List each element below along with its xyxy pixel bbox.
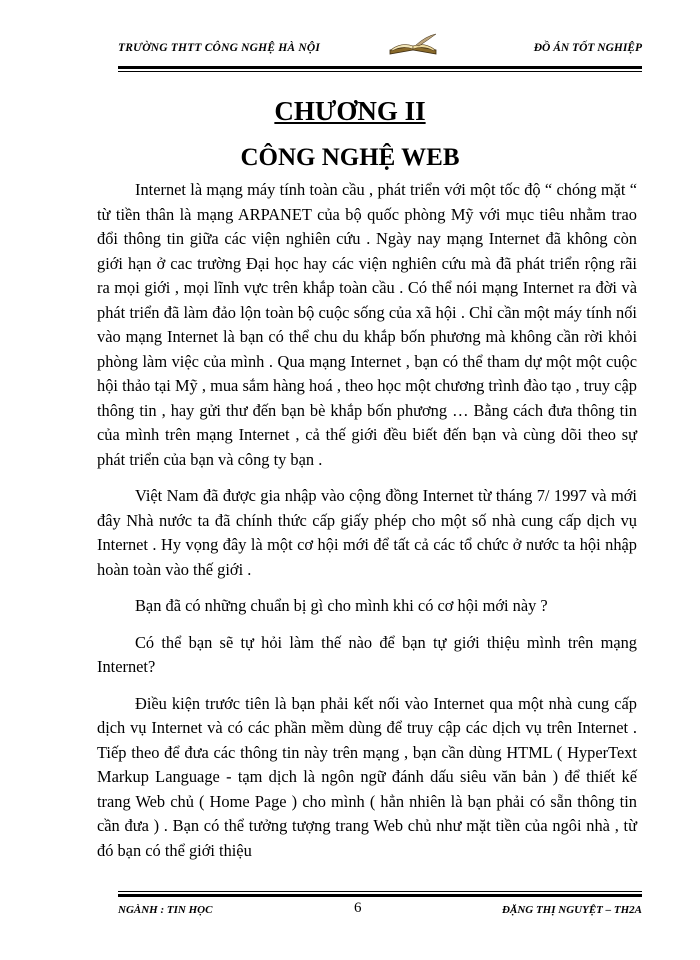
page-footer — [118, 898, 642, 922]
footer-author: ĐẶNG THỊ NGUYỆT – TH2A — [502, 904, 642, 916]
paragraph-1: Internet là mạng máy tính toàn cầu , phát triển với một tốc độ “ chóng mặt “ từ tiền thân là mạng ARPANET của bộ quốc phòng Mỹ với mục tiêu nhằm trao đổi thông tin giữa các viện nghiên cứu . Ngày nay mạng Internet đã không còn giới hạn ở cac trường Đại học hay các viện nghiên cứu mà đã phát triển rộng rãi ra mọi giới , mọi lĩnh vực trên khắp toàn cầu . Có thể nói mạng Internet ra đời và phát triển đã làm đảo lộn toàn bộ cuộc sống của xã hội . Chỉ cần một máy tính nối vào mạng Internet là bạn có thể chu du khắp bốn phương mà không cần rời khỏi phòng làm việc của mình . Qua mạng Internet , bạn có thể tham dự một một cuộc hội thảo tại Mỹ , mua sắm hàng hoá , theo học một chương trình đào tạo , truy cập thông tin , hay gửi thư đến bạn bè khắp bốn phương … Bằng cách đưa thông tin của mình trên mạng Internet , cả thế giới đều biết đến bạn và cùng dõi theo sự phát triển của bạn và công ty bạn . — [97, 180, 637, 469]
paragraph-2: Việt Nam đã được gia nhập vào cộng đồng Internet từ tháng 7/ 1997 và mới đây Nhà nước ta đã chính thức cấp giấy phép cho một số nhà cung cấp dịch vụ Internet . Hy vọng đây là một cơ hội mới để tất cả các tổ chức ở nước ta hội nhập hoàn toàn vào thế giới . — [97, 486, 637, 579]
open-book-icon — [386, 32, 440, 58]
page-number: 6 — [354, 900, 362, 916]
chapter-title: CÔNG NGHỆ WEB — [240, 144, 460, 171]
header-rule-thick — [118, 66, 642, 69]
header-thesis-label: ĐỒ ÁN TỐT NGHIỆP — [533, 42, 642, 54]
paragraph-5: Điều kiện trước tiên là bạn phải kết nối vào Internet qua một nhà cung cấp dịch vụ Internet và có các phần mềm dùng để truy cập các dịch vụ trên Internet . Tiếp theo để đưa các thông tin này trên mạng , bạn cần dùng HTML ( HyperText Markup Language - tạm dịch là ngôn ngữ đánh dấu siêu văn bản ) để thiết kế trang Web chủ ( Home Page ) cho mình ( hẳn nhiên là bạn phải có sẵn thông tin cần đưa ) . Bạn có thể tưởng tượng trang Web chủ như mặt tiền của ngôi nhà , từ đó bạn có thể giới thiệu — [97, 693, 637, 860]
footer-major: NGÀNH : TIN HỌC — [118, 904, 213, 916]
header-rule-thin — [118, 71, 642, 72]
footer-rule-thick — [118, 894, 642, 897]
body-text — [97, 178, 637, 875]
header-school-name: TRƯỜNG THTT CÔNG NGHỆ HÀ NỘI — [118, 42, 321, 54]
paragraph-3: Bạn đã có những chuẩn bị gì cho mình khi có cơ hội mới này ? — [135, 596, 548, 615]
paragraph-4: Có thể bạn sẽ tự hỏi làm thế nào để bạn tự giới thiệu mình trên mạng Internet? — [97, 632, 637, 676]
chapter-number: CHƯƠNG II — [274, 96, 426, 126]
page-header — [118, 36, 642, 66]
footer-rule-thin — [118, 891, 642, 892]
